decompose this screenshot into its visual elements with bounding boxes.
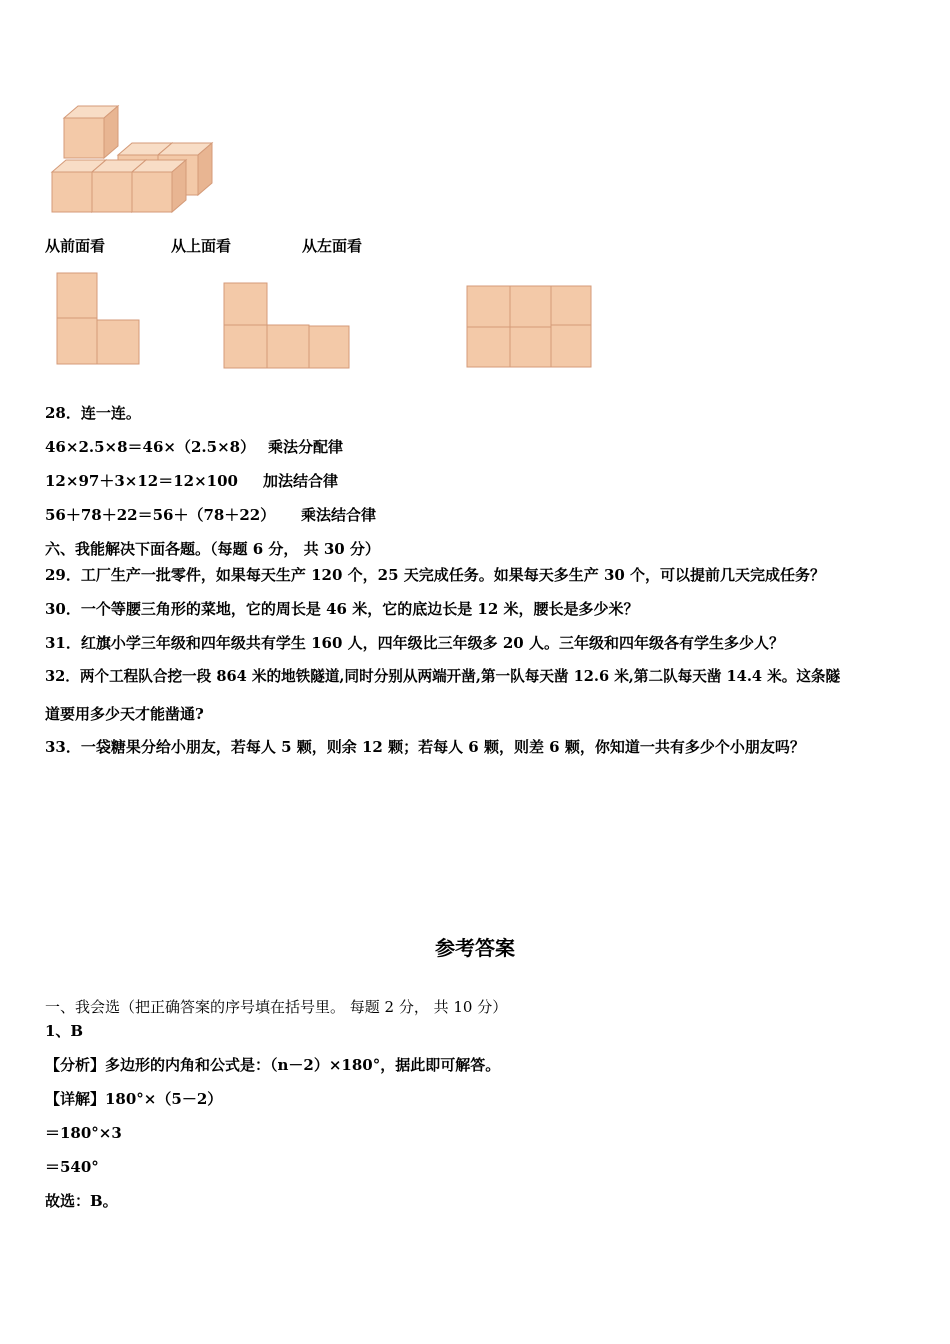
q29: 29．工厂生产一批零件，如果每天生产 120 个，25 天完成任务。如果每天多生产 30 个，可以提前几天完成任务？ — [45, 566, 826, 584]
square — [510, 327, 551, 367]
answers-section1: 一、我会选（把正确答案的序号填在括号里。 每题 2 分， 共 10 分） — [45, 998, 508, 1016]
square — [309, 326, 349, 368]
section6-heading: 六、我能解决下面各题。（每题 6 分， 共 30 分） — [45, 540, 380, 558]
square — [267, 325, 309, 368]
cube-front-face — [52, 172, 92, 212]
answer-step2: ＝540° — [45, 1158, 99, 1176]
square — [57, 273, 97, 318]
square — [551, 286, 591, 327]
q32-line1: 32．两个工程队合挖一段 864 米的地铁隧道,同时分别从两端开凿,第一队每天凿 12.6 米,第二队每天凿 14.4 米。这条隧 — [45, 668, 841, 685]
q28-law-3: 乘法结合律 — [301, 506, 377, 524]
answer-1: 1、B — [45, 1022, 84, 1040]
q28-title: 28．连一连。 — [45, 404, 141, 422]
view-label-top: 从上面看 — [171, 237, 232, 255]
front-view-figure — [55, 270, 155, 370]
q28-expr-1: 46×2.5×8＝46×（2.5×8） — [45, 438, 256, 456]
left-view-figure — [465, 284, 605, 374]
view-label-left: 从左面看 — [302, 237, 363, 255]
q28-expr-3: 56＋78＋22＝56＋（78＋22） — [45, 506, 276, 524]
view-label-front: 从前面看 — [45, 237, 106, 255]
square — [467, 327, 510, 367]
square — [467, 286, 510, 327]
cube-front-face — [92, 172, 132, 212]
q31: 31．红旗小学三年级和四年级共有学生 160 人，四年级比三年级多 20 人。三年级和四年级各有学生多少人？ — [45, 634, 784, 652]
cube-front-face — [132, 172, 172, 212]
cube-stack-figure — [48, 100, 208, 220]
q33: 33．一袋糖果分给小朋友，若每人 5 颗，则余 12 颗；若每人 6 颗，则差 6 颗，你知道一共有多少个小朋友吗？ — [45, 738, 805, 756]
square — [97, 320, 139, 364]
square — [224, 283, 267, 325]
answer-analysis: 【分析】多边形的内角和公式是：（n－2）×180°，据此即可解答。 — [45, 1056, 501, 1074]
q28-expr-2: 12×97＋3×12＝12×100 — [45, 472, 238, 490]
q30: 30．一个等腰三角形的菜地，它的周长是 46 米，它的底边长是 12 米，腰长是多少米？ — [45, 600, 639, 618]
answers-title: 参考答案 — [435, 936, 515, 960]
q28-law-2: 加法结合律 — [263, 472, 339, 490]
square — [510, 286, 551, 327]
square — [224, 325, 267, 368]
top-view-figure — [222, 280, 362, 380]
answer-step1: ＝180°×3 — [45, 1124, 122, 1142]
cube-front-face — [64, 118, 104, 158]
answer-detail: 【详解】180°×（5－2） — [45, 1090, 223, 1108]
square — [57, 318, 97, 364]
square — [551, 325, 591, 367]
q32-line2: 道要用多少天才能凿通? — [45, 705, 204, 723]
q28-law-1: 乘法分配律 — [268, 438, 344, 456]
answer-choice: 故选：B。 — [45, 1192, 118, 1210]
